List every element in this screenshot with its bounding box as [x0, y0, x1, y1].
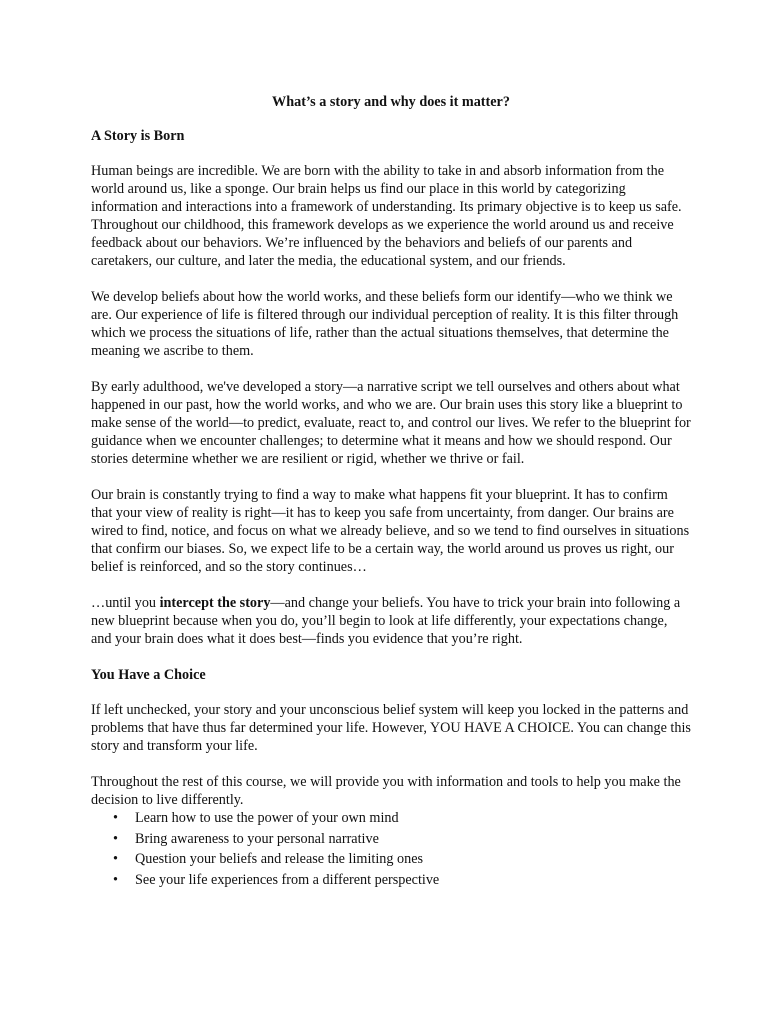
list-item-text: Question your beliefs and release the limiting ones	[135, 851, 424, 867]
section-heading-choice: You Have a Choice	[91, 667, 206, 683]
list-item-text: Bring awareness to your personal narrative	[135, 830, 379, 847]
list-item-text: See your life experiences from a different perspective	[135, 871, 440, 888]
document-title: What’s a story and why does it matter?	[272, 94, 510, 110]
list-item	[113, 850, 691, 871]
paragraph: Our brain is constantly trying to find a way to make what happens fit your blueprint. It has to confirm that your view of reality is right—it has to keep you safe from uncertainty, from danger. Our brains are wired to find, notice, and focus on what we already believe, and so we tend to find ourselves in situations that confirm our biases. So, we expect life to be a certain way, the world around us proves us right, our belief is reinforced, and so the story continues…	[91, 487, 690, 575]
paragraph: By early adulthood, we've developed a story—a narrative script we tell ourselves and others about what happened in our past, how the world works, and who we are. Our brain uses this story like a blueprint to make sense of the world—to predict, evaluate, react to, and control our lives. We refer to the blueprint for guidance when we encounter challenges; to determine what it means and how we should respond. Our stories determine whether we are resilient or rigid, whether we thrive or fail.	[91, 379, 691, 467]
bullet-icon: •	[113, 851, 118, 867]
list-item	[113, 830, 691, 851]
intercept-prefix: …until you	[91, 595, 160, 611]
list-intro: Throughout the rest of this course, we will provide you with information and tools to help you make the decision to live differently.	[91, 774, 681, 808]
bullet-list	[91, 809, 691, 891]
list-item-text: Learn how to use the power of your own mind	[135, 810, 399, 826]
bullet-icon: •	[113, 871, 118, 888]
bullet-icon: •	[113, 810, 118, 826]
paragraph: If left unchecked, your story and your unconscious belief system will keep you locked in the patterns and problems that have thus far determined your life. However, YOU HAVE A CHOICE. You can change this story and transform your life.	[91, 702, 691, 754]
paragraph-intercept	[91, 594, 691, 648]
list-item	[113, 871, 691, 892]
bullet-icon: •	[113, 830, 118, 847]
intercept-suffix: —and change your beliefs. You have to trick your brain into following a new blueprint because when you do, you’ll begin to look at life differently, your expectations change, and your brain does what it does best—finds you evidence that you’re right.	[91, 595, 681, 647]
paragraph: We develop beliefs about how the world works, and these beliefs form our identify—who we think we are. Our experience of life is filtered through our individual perception of reality. It is this filter through which we process the situations of life, rather than the actual situations themselves, that determine the meaning we ascribe to them.	[91, 289, 679, 359]
section-heading-story-born: A Story is Born	[91, 128, 185, 144]
document-page	[91, 93, 691, 891]
paragraph: Human beings are incredible. We are born with the ability to take in and absorb information from the world around us, like a sponge. Our brain helps us find our place in this world by categorizing information and interactions into a framework of understanding. Its primary objective is to keep us safe. Throughout our childhood, this framework develops as we experience the world around us and receive feedback about our behaviors. We’re influenced by the behaviors and beliefs of our parents and caretakers, our culture, and later the media, the educational system, and our friends.	[91, 163, 682, 269]
list-item	[113, 809, 691, 830]
intercept-bold-text: intercept the story	[159, 595, 271, 611]
